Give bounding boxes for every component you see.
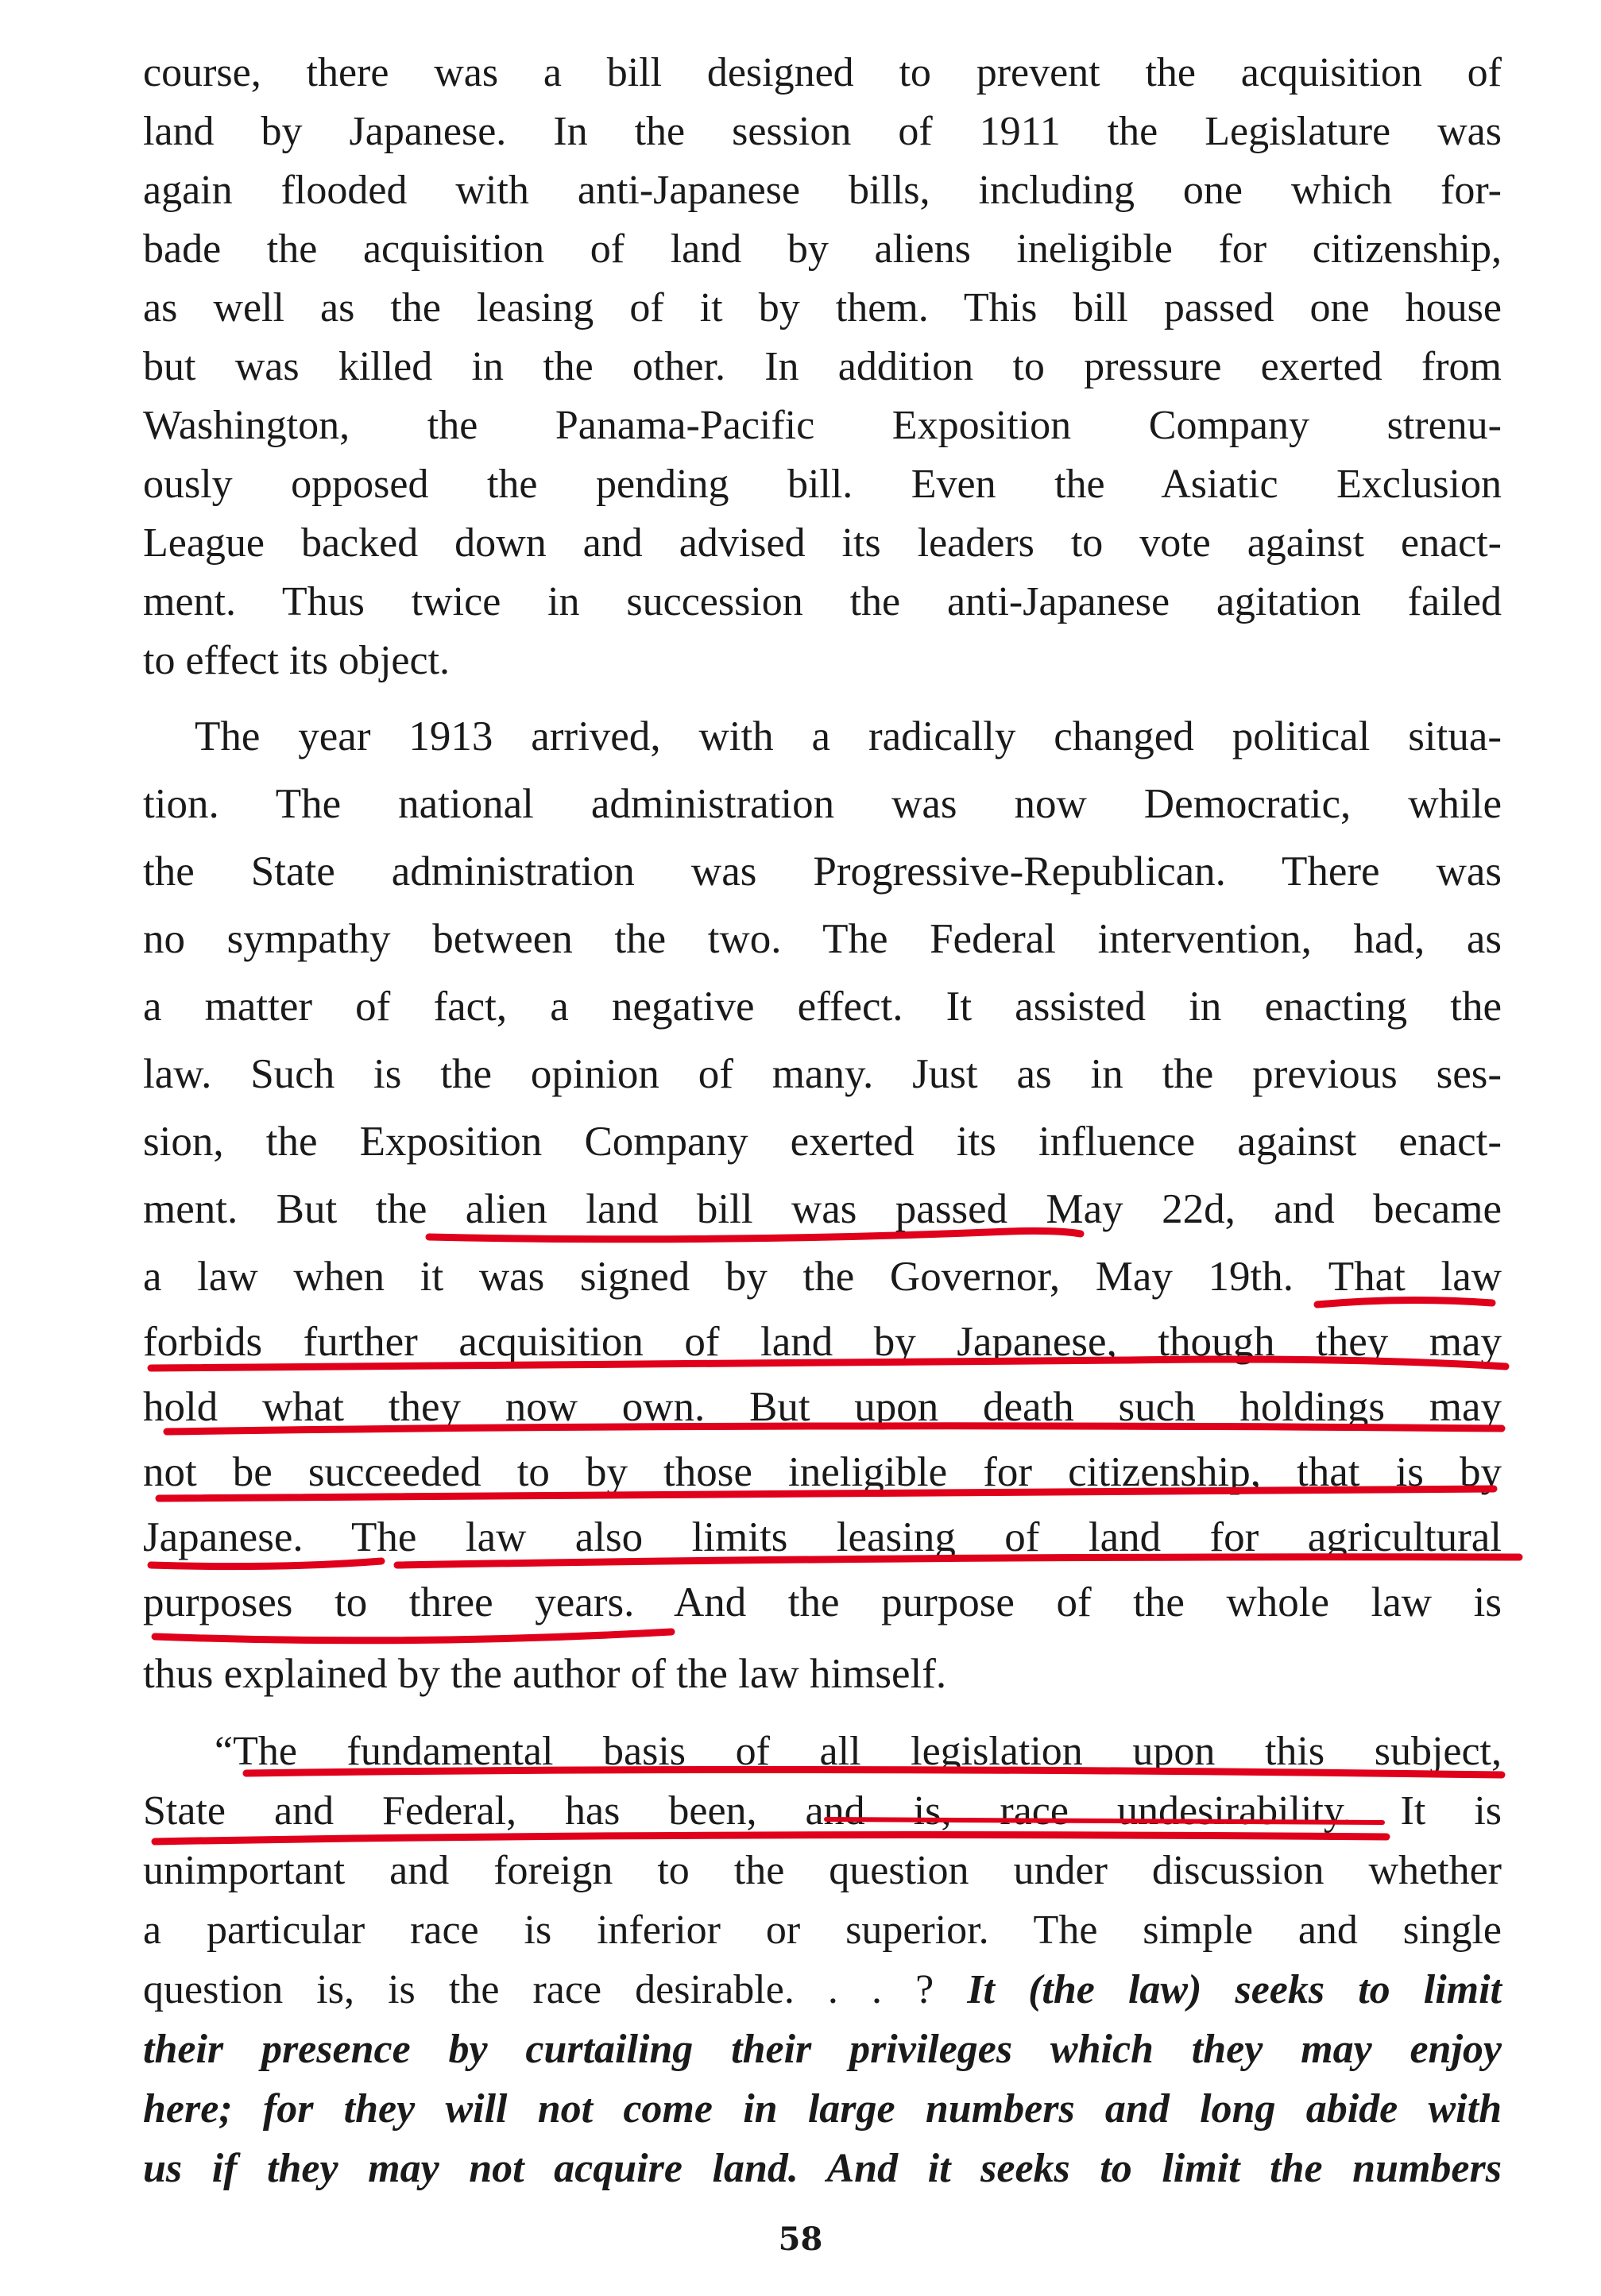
text-line: a particular race is inferior or superior. The simple and single [143,1908,1502,1953]
text-line: tion. The national administration was now Democratic, while [143,781,1502,827]
text-line: a law when it was signed by the Governor, May 19th. That law [143,1254,1502,1300]
text-line: “The fundamental basis of all legislation upon this subject, [215,1729,1502,1774]
text-line: ment. Thus twice in succession the anti-Japanese agitation failed [143,579,1502,624]
text-line [143,1966,1502,2014]
text-line: bade the acquisition of land by aliens ineligible for citizenship, [143,226,1502,272]
underline-mark [155,1835,1386,1842]
text-line: thus explained by the author of the law himself. [143,1651,947,1697]
underline-mark [151,1561,381,1567]
text-line: The year 1913 arrived, with a radically changed political situa- [195,713,1502,760]
text-line: as well as the leasing of it by them. This bill passed one house [143,285,1502,330]
text-line: Washington, the Panama-Pacific Exposition Company strenu- [143,403,1502,448]
roman-segment: question is, is the race desirable. . . ? [143,1967,934,2012]
underline-mark [155,1632,671,1641]
italic-text-line: us if they may not acquire land. And it seeks to limit the numbers [143,2146,1502,2191]
text-line: purposes to three years. And the purpose of the whole law is [143,1579,1502,1625]
text-line: law. Such is the opinion of many. Just as in the previous ses- [143,1051,1502,1097]
italic-text-line: their presence by curtailing their privileges which they may enjoy [143,2027,1502,2072]
page-number: 58 [778,2221,823,2258]
text-line: League backed down and advised its leaders to vote against enact- [143,520,1502,566]
text-line: again flooded with anti-Japanese bills, including one which for- [143,168,1502,213]
text-line: Japanese. The law also limits leasing of land for agricultural [143,1514,1502,1560]
text-line: unimportant and foreign to the question under discussion whether [143,1848,1502,1893]
text-line: sion, the Exposition Company exerted its influence against enact- [143,1119,1502,1165]
text-line: a matter of fact, a negative effect. It assisted in enacting the [143,984,1502,1030]
text-line: land by Japanese. In the session of 1911 the Legislature was [143,109,1502,154]
text-line: to effect its object. [143,638,451,683]
text-line: ment. But the alien land bill was passed May 22d, and became [143,1186,1502,1232]
text-line: no sympathy between the two. The Federal intervention, had, as [143,916,1502,962]
text-line: the State administration was Progressive-Republican. There was [143,848,1502,895]
text-line: State and Federal, has been, and is, race undesirability. It is [143,1788,1502,1834]
text-line: not be succeeded to by those ineligible for citizenship, that is by [143,1449,1502,1495]
text-line: but was killed in the other. In addition to pressure exerted from [143,344,1502,389]
italic-text-line: here; for they will not come in large numbers and long abide with [143,2086,1502,2132]
underline-mark [1317,1300,1492,1305]
text-line: forbids further acquisition of land by Japanese, though they may [143,1319,1502,1365]
text-line: course, there was a bill designed to prevent the acquisition of [143,50,1502,95]
text-line: hold what they now own. But upon death such holdings may [143,1384,1502,1430]
text-line: ously opposed the pending bill. Even the Asiatic Exclusion [143,462,1502,507]
italic-segment: It (the law) seeks to limit [967,1967,1502,2012]
